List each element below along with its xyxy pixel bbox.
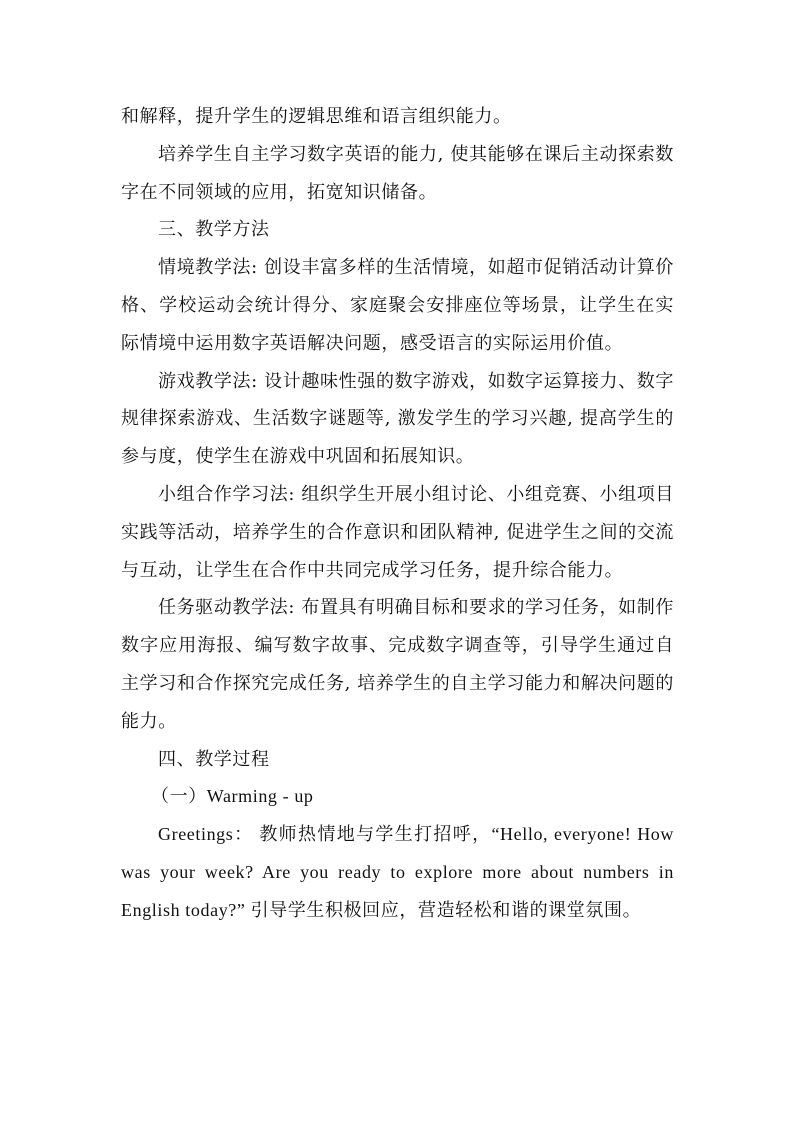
paragraph-game-method: 游戏教学法: 设计趣味性强的数字游戏，如数字运算接力、数字规律探索游戏、生活数字谜题等, 激发学生的学习兴趣, 提高学生的参与度，使学生在游戏中巩固和拓展知识。 <box>121 370 674 468</box>
section-heading-teaching-methods: 三、教学方法 <box>158 219 270 241</box>
paragraph-greetings: Greetings： 教师热情地与学生打招呼，“Hello, everyone! How was your week? Are you ready to explore more about numbers in English today?” 引导学生积极回应，营造轻松和谐的课堂氛围。 <box>121 824 674 920</box>
paragraph-self-study-goal: 培养学生自主学习数字英语的能力, 使其能够在课后主动探索数字在不同领域的应用，拓宽知识储备。 <box>121 143 674 203</box>
paragraph-task-driven-method: 任务驱动教学法: 布置具有明确目标和要求的学习任务，如制作数字应用海报、编写数字故事、完成数字调查等，引导学生通过自主学习和合作探究完成任务, 培养学生的自主学习能力和解决问题的能力。 <box>121 597 674 732</box>
document-body <box>121 98 674 930</box>
paragraph-situational-method: 情境教学法: 创设丰富多样的生活情境，如超市促销活动计算价格、学校运动会统计得分、家庭聚会安排座位等场景，让学生在实际情境中运用数字英语解决问题，感受语言的实际运用价值。 <box>121 257 674 354</box>
paragraph-group-cooperation-method: 小组合作学习法: 组织学生开展小组讨论、小组竞赛、小组项目实践等活动，培养学生的合作意识和团队精神, 促进学生之间的交流与互动，让学生在合作中共同完成学习任务，提升综合能力。 <box>121 483 674 581</box>
subheading-warming-up: （一）Warming - up <box>151 786 314 807</box>
paragraph-continuation: 和解释，提升学生的逻辑思维和语言组织能力。 <box>121 106 512 127</box>
section-heading-teaching-process: 四、教学过程 <box>158 748 270 770</box>
